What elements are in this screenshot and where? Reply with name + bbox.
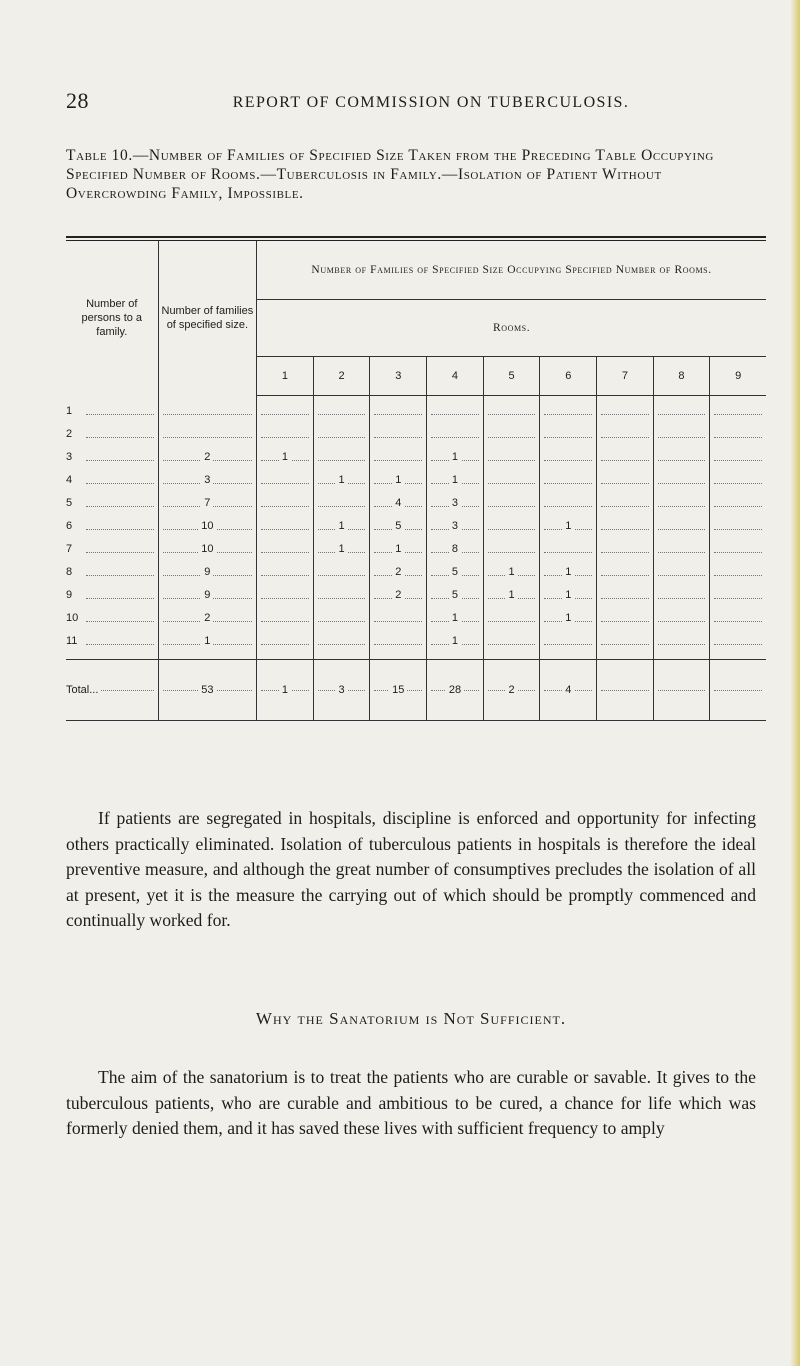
room-cell-5 xyxy=(483,488,540,511)
persons-cell xyxy=(66,557,158,580)
room-cell-7 xyxy=(597,396,654,420)
table-row xyxy=(66,603,766,626)
total-room-cell-5 xyxy=(483,660,540,721)
running-head-title: REPORT OF COMMISSION ON TUBERCULOSIS. xyxy=(232,94,630,111)
persons-cell-value: 4 xyxy=(66,472,75,488)
room-cell-9 xyxy=(710,534,766,557)
persons-cell xyxy=(66,603,158,626)
running-head xyxy=(66,88,756,112)
room-cell-3 xyxy=(370,396,427,420)
room-cell-4-value: 3 xyxy=(449,495,461,511)
room-cell-7 xyxy=(597,511,654,534)
room-cell-5 xyxy=(483,557,540,580)
families-cell-value: 2 xyxy=(201,449,213,465)
room-cell-7 xyxy=(597,442,654,465)
room-cell-7 xyxy=(597,626,654,649)
room-cell-6-value: 1 xyxy=(562,587,574,603)
families-cell-value: 2 xyxy=(201,610,213,626)
room-cell-9 xyxy=(710,603,766,626)
room-cell-3-value: 2 xyxy=(392,587,404,603)
room-cell-3 xyxy=(370,511,427,534)
persons-cell-value: 2 xyxy=(66,426,75,442)
total-room-cell-6 xyxy=(540,660,597,721)
families-cell-value: 9 xyxy=(201,587,213,603)
room-cell-6 xyxy=(540,465,597,488)
group-header: Number of Families of Specified Size Occupying Specified Number of Rooms. xyxy=(257,241,766,300)
persons-cell xyxy=(66,465,158,488)
total-room-cell-3 xyxy=(370,660,427,721)
room-cell-6 xyxy=(540,580,597,603)
paragraph-isolation: If patients are segregated in hospitals, discipline is enforced and opportunity for infecting others practically eliminated. Isolation of tuberculous patients in hospitals is therefore the ideal preventive measure, and although the great number of consumptives precludes the isolation of all at present, yet it is the measure the carrying out of which should be promptly commenced and continually worked for. xyxy=(66,808,756,931)
room-cell-3 xyxy=(370,488,427,511)
room-cell-3 xyxy=(370,465,427,488)
room-cell-1 xyxy=(257,580,314,603)
persons-cell-value: 8 xyxy=(66,564,75,580)
room-cell-6 xyxy=(540,626,597,649)
room-cell-1 xyxy=(257,396,314,420)
rooms-header: Rooms. xyxy=(257,300,766,357)
room-cell-4 xyxy=(427,442,484,465)
persons-cell xyxy=(66,511,158,534)
total-families-cell-value: 53 xyxy=(198,682,216,698)
room-cell-2 xyxy=(313,626,370,649)
room-header-3: 3 xyxy=(370,357,427,396)
room-cell-2-value: 1 xyxy=(336,518,348,534)
room-cell-1 xyxy=(257,603,314,626)
room-cell-7 xyxy=(597,580,654,603)
room-cell-2 xyxy=(313,442,370,465)
room-cell-2 xyxy=(313,488,370,511)
room-cell-2 xyxy=(313,419,370,442)
room-cell-9 xyxy=(710,419,766,442)
room-cell-4 xyxy=(427,396,484,420)
families-cell xyxy=(158,511,257,534)
room-cell-5-value: 1 xyxy=(506,587,518,603)
room-cell-5 xyxy=(483,419,540,442)
total-families-cell xyxy=(158,660,257,721)
table-row xyxy=(66,465,766,488)
room-cell-4-value: 3 xyxy=(449,518,461,534)
room-cell-5 xyxy=(483,442,540,465)
room-cell-3 xyxy=(370,534,427,557)
total-room-cell-5-value: 2 xyxy=(506,682,518,698)
spacer-cell xyxy=(597,649,654,660)
page-number: 28 xyxy=(66,88,89,113)
persons-cell xyxy=(66,442,158,465)
room-cell-2 xyxy=(313,396,370,420)
families-cell-value: 7 xyxy=(201,495,213,511)
families-cell xyxy=(158,488,257,511)
room-cell-2 xyxy=(313,465,370,488)
room-cell-5 xyxy=(483,603,540,626)
room-cell-9 xyxy=(710,396,766,420)
spacer-cell xyxy=(257,649,314,660)
total-room-cell-4 xyxy=(427,660,484,721)
families-cell xyxy=(158,465,257,488)
room-cell-8 xyxy=(653,488,710,511)
room-cell-6-value: 1 xyxy=(562,610,574,626)
room-cell-1 xyxy=(257,534,314,557)
room-cell-8 xyxy=(653,419,710,442)
room-cell-4 xyxy=(427,465,484,488)
table-caption: Table 10.—Number of Families of Specified Size Taken from the Preceding Table Occupying Specified Number of Rooms.—Tuberculosis in Family.—Isolation of Patient Without Overcrowding Family, Impossible. xyxy=(66,147,714,202)
room-cell-5 xyxy=(483,511,540,534)
table-10 xyxy=(66,236,766,721)
room-cell-7 xyxy=(597,419,654,442)
room-cell-6 xyxy=(540,557,597,580)
room-header-2: 2 xyxy=(313,357,370,396)
total-room-cell-8 xyxy=(653,660,710,721)
room-cell-6 xyxy=(540,534,597,557)
room-cell-4-value: 8 xyxy=(449,541,461,557)
room-cell-3-value: 1 xyxy=(392,472,404,488)
spacer-cell xyxy=(313,649,370,660)
spacer-cell xyxy=(540,649,597,660)
room-cell-1 xyxy=(257,626,314,649)
room-cell-8 xyxy=(653,603,710,626)
room-cell-1 xyxy=(257,465,314,488)
room-cell-2-value: 1 xyxy=(336,541,348,557)
room-cell-1 xyxy=(257,488,314,511)
col-header-persons: Number of persons to a family. xyxy=(66,241,158,396)
table-row xyxy=(66,580,766,603)
persons-cell xyxy=(66,626,158,649)
room-cell-9 xyxy=(710,442,766,465)
room-cell-9 xyxy=(710,580,766,603)
room-cell-4-value: 1 xyxy=(449,449,461,465)
room-header-6: 6 xyxy=(540,357,597,396)
room-cell-5 xyxy=(483,534,540,557)
persons-cell-value: 7 xyxy=(66,541,75,557)
persons-cell-value: 1 xyxy=(66,403,75,419)
families-cell xyxy=(158,626,257,649)
room-cell-4 xyxy=(427,511,484,534)
room-cell-8 xyxy=(653,442,710,465)
room-cell-2-value: 1 xyxy=(336,472,348,488)
paragraph-sanatorium: The aim of the sanatorium is to treat the patients who are curable or savable. It gives to the tuberculous patients, who are curable and ambitious to be cured, a chance for life which was formerly denied them, and it has saved these lives with sufficient frequency to amply xyxy=(66,1067,756,1139)
room-cell-4 xyxy=(427,419,484,442)
room-cell-3-value: 2 xyxy=(392,564,404,580)
room-cell-1-value: 1 xyxy=(279,449,291,465)
room-cell-8 xyxy=(653,396,710,420)
table-row xyxy=(66,396,766,420)
room-cell-4 xyxy=(427,580,484,603)
families-rooms-table xyxy=(66,241,766,721)
room-cell-3 xyxy=(370,442,427,465)
families-cell-value: 9 xyxy=(201,564,213,580)
room-cell-2 xyxy=(313,580,370,603)
room-cell-3-value: 1 xyxy=(392,541,404,557)
room-cell-5 xyxy=(483,465,540,488)
persons-cell xyxy=(66,396,158,420)
families-cell-value: 10 xyxy=(198,518,216,534)
spacer-cell xyxy=(158,649,257,660)
room-cell-6 xyxy=(540,442,597,465)
persons-cell xyxy=(66,488,158,511)
table-row xyxy=(66,511,766,534)
room-cell-4-value: 5 xyxy=(449,564,461,580)
table-row xyxy=(66,419,766,442)
total-room-cell-6-value: 4 xyxy=(562,682,574,698)
families-cell-value: 1 xyxy=(201,633,213,649)
room-cell-3-value: 4 xyxy=(392,495,404,511)
total-room-cell-3-value: 15 xyxy=(389,682,407,698)
room-header-5: 5 xyxy=(483,357,540,396)
room-cell-1 xyxy=(257,442,314,465)
room-cell-8 xyxy=(653,465,710,488)
room-cell-3 xyxy=(370,557,427,580)
spacer-cell xyxy=(427,649,484,660)
total-label-cell-value: Total... xyxy=(66,682,101,698)
room-header-7: 7 xyxy=(597,357,654,396)
room-cell-4-value: 5 xyxy=(449,587,461,603)
table-row xyxy=(66,626,766,649)
room-cell-3 xyxy=(370,603,427,626)
persons-cell-value: 3 xyxy=(66,449,75,465)
families-cell xyxy=(158,580,257,603)
room-header-4: 4 xyxy=(427,357,484,396)
spacer-cell xyxy=(653,649,710,660)
room-cell-6 xyxy=(540,511,597,534)
room-cell-8 xyxy=(653,626,710,649)
room-cell-1 xyxy=(257,419,314,442)
room-cell-1 xyxy=(257,557,314,580)
section-heading: Why the Sanatorium is Not Sufficient. xyxy=(255,1009,567,1028)
room-cell-9 xyxy=(710,488,766,511)
room-cell-5 xyxy=(483,580,540,603)
room-cell-4-value: 1 xyxy=(449,610,461,626)
room-cell-4 xyxy=(427,626,484,649)
room-cell-7 xyxy=(597,557,654,580)
families-cell xyxy=(158,396,257,420)
persons-cell xyxy=(66,534,158,557)
spacer-cell xyxy=(370,649,427,660)
table-row xyxy=(66,442,766,465)
room-cell-4 xyxy=(427,488,484,511)
families-cell xyxy=(158,534,257,557)
room-cell-2 xyxy=(313,603,370,626)
room-cell-4 xyxy=(427,603,484,626)
persons-cell-value: 5 xyxy=(66,495,75,511)
room-cell-9 xyxy=(710,465,766,488)
total-row xyxy=(66,660,766,721)
room-cell-4-value: 1 xyxy=(449,633,461,649)
room-cell-4 xyxy=(427,534,484,557)
room-cell-6 xyxy=(540,603,597,626)
total-room-cell-1-value: 1 xyxy=(279,682,291,698)
total-room-cell-4-value: 28 xyxy=(446,682,464,698)
room-cell-6-value: 1 xyxy=(562,518,574,534)
room-cell-6 xyxy=(540,488,597,511)
persons-cell xyxy=(66,580,158,603)
persons-cell-value: 11 xyxy=(66,633,80,649)
room-cell-7 xyxy=(597,488,654,511)
persons-cell-value: 6 xyxy=(66,518,75,534)
room-cell-3 xyxy=(370,580,427,603)
families-cell xyxy=(158,442,257,465)
room-cell-8 xyxy=(653,511,710,534)
families-cell xyxy=(158,557,257,580)
room-cell-7 xyxy=(597,465,654,488)
room-cell-4-value: 1 xyxy=(449,472,461,488)
persons-cell-value: 9 xyxy=(66,587,75,603)
room-header-9: 9 xyxy=(710,357,766,396)
total-room-cell-2-value: 3 xyxy=(336,682,348,698)
total-label-cell xyxy=(66,660,158,721)
col-header-families: Number of families of specified size. xyxy=(158,241,257,396)
room-cell-1 xyxy=(257,511,314,534)
families-cell-value: 10 xyxy=(198,541,216,557)
room-cell-2 xyxy=(313,511,370,534)
room-cell-9 xyxy=(710,626,766,649)
room-header-1: 1 xyxy=(257,357,314,396)
room-cell-8 xyxy=(653,534,710,557)
persons-cell-value: 10 xyxy=(66,610,81,626)
room-cell-5 xyxy=(483,626,540,649)
spacer-cell xyxy=(66,649,158,660)
families-cell xyxy=(158,603,257,626)
room-cell-6 xyxy=(540,419,597,442)
total-room-cell-2 xyxy=(313,660,370,721)
room-cell-3 xyxy=(370,419,427,442)
room-cell-7 xyxy=(597,603,654,626)
families-cell-value: 3 xyxy=(201,472,213,488)
table-row xyxy=(66,557,766,580)
total-room-cell-7 xyxy=(597,660,654,721)
room-cell-4 xyxy=(427,557,484,580)
room-cell-3-value: 5 xyxy=(392,518,404,534)
table-top-rule xyxy=(66,236,766,238)
total-room-cell-9 xyxy=(710,660,766,721)
room-cell-8 xyxy=(653,580,710,603)
room-cell-5-value: 1 xyxy=(506,564,518,580)
room-cell-8 xyxy=(653,557,710,580)
room-cell-3 xyxy=(370,626,427,649)
room-cell-2 xyxy=(313,557,370,580)
page-edge xyxy=(790,0,800,1366)
table-row xyxy=(66,534,766,557)
room-cell-2 xyxy=(313,534,370,557)
families-cell xyxy=(158,419,257,442)
room-cell-9 xyxy=(710,557,766,580)
spacer-cell xyxy=(483,649,540,660)
room-cell-5 xyxy=(483,396,540,420)
table-row xyxy=(66,488,766,511)
room-cell-6 xyxy=(540,396,597,420)
persons-cell xyxy=(66,419,158,442)
room-cell-7 xyxy=(597,534,654,557)
room-cell-6-value: 1 xyxy=(562,564,574,580)
room-header-8: 8 xyxy=(653,357,710,396)
total-room-cell-1 xyxy=(257,660,314,721)
spacer-cell xyxy=(710,649,766,660)
room-cell-9 xyxy=(710,511,766,534)
